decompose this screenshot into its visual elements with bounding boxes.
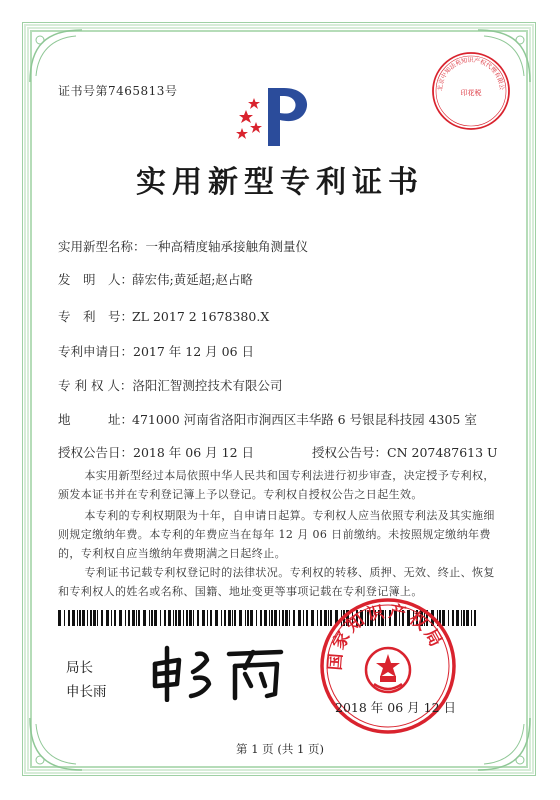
application-date-value: 2017 年 12 月 06 日	[133, 344, 255, 359]
inventors-value: 薛宏伟;黄延超;赵占略	[132, 272, 253, 287]
grant-date-label: 授权公告日：	[58, 445, 134, 460]
patent-number-value: ZL 2017 2 1678380.X	[132, 309, 270, 324]
grant-date-value: 2018 年 06 月 12 日	[133, 445, 255, 460]
address-value: 471000 河南省洛阳市涧西区丰华路 6 号银昆科技园 4305 室	[132, 412, 477, 427]
grant-number-label: 授权公告号：	[312, 445, 388, 460]
paragraph-term: 本专利的专利权期限为十年，自申请日起算。专利权人应当依照专利法及其实施细则规定缴纳年费。本专利的年费应当在每年 12 月 06 日前缴纳。未按照规定缴纳年费的，专利权自应当缴纳年费期满之日起终止。	[58, 509, 495, 560]
field-grant-announcement-date	[58, 443, 254, 461]
agency-stamp-ring-text: 北京中知法苑知识产权代理有限公	[436, 56, 506, 92]
director-signature	[145, 642, 290, 702]
paragraph-examination: 本实用新型经过本局依照中华人民共和国专利法进行初步审查，决定授予专利权，颁发本证书并在专利登记簿上予以登记。专利权自授权公告之日起生效。	[58, 469, 495, 501]
patent-office-logo	[232, 80, 322, 150]
director-title: 局长	[66, 660, 93, 676]
director-name: 申长雨	[66, 684, 107, 700]
corner-ornament-top-left	[26, 26, 86, 86]
inventors-label: 发 明 人：	[58, 272, 134, 287]
application-date-label: 专利申请日：	[58, 344, 134, 359]
utility-model-name-value: 一种高精度轴承接触角测量仪	[145, 239, 309, 254]
certificate-title: 实用新型专利证书	[136, 165, 424, 200]
address-label: 地 址：	[58, 412, 134, 427]
field-inventors	[58, 270, 253, 288]
field-utility-model-name	[58, 237, 308, 255]
seal-date: 2018 年 06 月 12 日	[335, 700, 456, 715]
page-number: 第 1 页 (共 1 页)	[236, 742, 324, 756]
field-address	[58, 410, 477, 428]
patentee-label: 专 利 权 人：	[58, 378, 133, 393]
certificate-number: 证书号第7465813号	[58, 84, 178, 98]
agency-stamp	[430, 50, 512, 132]
agency-stamp-center-text: 印花税	[460, 89, 482, 97]
paragraph-legal-status: 专利证书记载专利权登记时的法律状况。专利权的转移、质押、无效、终止、恢复和专利权人的姓名或名称、国籍、地址变更等事项记载在专利登记簿上。	[58, 566, 495, 598]
patentee-value: 洛阳汇智测控技术有限公司	[132, 378, 283, 393]
utility-model-name-label: 实用新型名称：	[58, 239, 146, 254]
field-application-date	[58, 342, 254, 360]
field-patent-number	[58, 307, 269, 325]
field-patentee	[58, 376, 282, 394]
patent-number-label: 专 利 号：	[58, 309, 134, 324]
field-grant-announcement-number	[312, 443, 498, 461]
official-seal-text: 国家知识产权局	[325, 601, 448, 672]
grant-number-value: CN 207487613 U	[387, 445, 498, 460]
